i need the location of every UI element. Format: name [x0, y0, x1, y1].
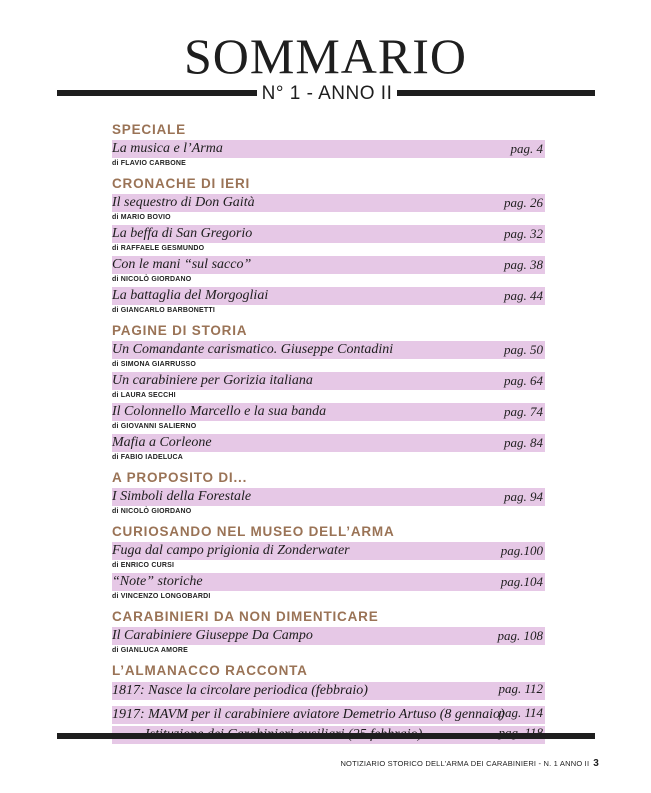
- toc-entry-line: [112, 287, 545, 305]
- entry-page: pag. 32: [504, 226, 543, 241]
- entry-title: Un carabiniere per Gorizia italiana: [112, 373, 313, 388]
- entry-author: di VINCENZO LONGOBARDI: [112, 593, 211, 600]
- entry-page: pag. 64: [504, 373, 543, 388]
- bottom-rule: [57, 733, 595, 739]
- entry-author: di NICOLÒ GIORDANO: [112, 508, 192, 515]
- entry-title: “Note” storiche: [112, 574, 203, 589]
- entry-author: di LAURA SECCHI: [112, 392, 176, 399]
- toc-entry-line: [112, 627, 545, 645]
- entry-author: di MARIO BOVIO: [112, 214, 171, 221]
- toc-entry[interactable]: [112, 341, 545, 371]
- entry-title: I Simboli della Forestale: [112, 489, 252, 504]
- page-title: SOMMARIO: [183, 28, 468, 84]
- entry-title: La beffa di San Gregorio: [112, 226, 253, 241]
- entry-author: di SIMONA GIARRUSSO: [112, 361, 197, 368]
- section-heading: SPECIALE: [112, 122, 186, 137]
- toc-entry[interactable]: [112, 434, 545, 464]
- entry-page: pag. 4: [510, 141, 543, 156]
- toc-entry[interactable]: [112, 627, 545, 657]
- entry-title: Il Colonnello Marcello e la sua banda: [112, 404, 327, 419]
- entry-author: di RAFFAELE GESMUNDO: [112, 245, 205, 252]
- toc-entry-line: [112, 194, 545, 212]
- toc-entry-line: [112, 341, 545, 359]
- entry-author: di FLAVIO CARBONE: [112, 160, 187, 167]
- entry-page: pag. 44: [504, 288, 543, 303]
- entry-page: pag. 74: [504, 404, 543, 419]
- almanacco-entry[interactable]: [112, 706, 545, 724]
- toc-entry[interactable]: [112, 403, 545, 433]
- toc-entry[interactable]: [112, 225, 545, 255]
- table-of-contents: [112, 116, 545, 744]
- entry-title: Un Comandante carismatico. Giuseppe Contadini: [112, 342, 394, 357]
- entry-title: Il sequestro di Don Gaità: [112, 195, 255, 210]
- right-rule: [397, 90, 595, 96]
- toc-entry-line: [112, 372, 545, 390]
- entry-page: pag. 94: [504, 489, 543, 504]
- toc-entry[interactable]: [112, 372, 545, 402]
- toc-entry[interactable]: [112, 488, 545, 518]
- entry-page: pag. 50: [504, 342, 543, 357]
- toc-entry[interactable]: [112, 287, 545, 317]
- section-heading: L’ALMANACCO RACCONTA: [112, 663, 308, 678]
- toc-entry-line: [112, 225, 545, 243]
- toc-entry-line: [112, 542, 545, 560]
- section-heading: PAGINE DI STORIA: [112, 323, 248, 338]
- entry-title: Con le mani “sul sacco”: [112, 257, 252, 272]
- section-heading: CRONACHE DI IERI: [112, 176, 251, 191]
- subtitle-row: [57, 82, 595, 106]
- toc-entry-line: [112, 140, 545, 158]
- entry-page: pag. 26: [504, 195, 543, 210]
- entry-author: di ENRICO CURSI: [112, 562, 175, 569]
- entry-author: di GIOVANNI SALIERNO: [112, 423, 197, 430]
- toc-entry-line: [112, 573, 545, 591]
- left-rule: [57, 90, 257, 96]
- toc-entry[interactable]: [112, 140, 545, 170]
- entry-title: 1917: MAVM per il carabiniere aviatore Demetrio Artuso (8 gennaio): [112, 707, 505, 722]
- toc-entry-line: [112, 434, 545, 452]
- footer-text: NOTIZIARIO STORICO DELL’ARMA DEI CARABINIERI - N. 1 ANNO II: [340, 759, 590, 768]
- toc-entry-line: [112, 403, 545, 421]
- page-number: 3: [593, 758, 599, 769]
- toc-entry-line: [112, 488, 545, 506]
- section-heading: CURIOSANDO NEL MUSEO DELL’ARMA: [112, 524, 395, 539]
- toc-entry[interactable]: [112, 194, 545, 224]
- entry-title: La battaglia del Morgogliai: [112, 288, 269, 303]
- entry-title: Mafia a Corleone: [112, 435, 212, 450]
- entry-page: pag. 84: [504, 435, 543, 450]
- section-heading: CARABINIERI DA NON DIMENTICARE: [112, 609, 379, 624]
- entry-page: pag. 108: [497, 628, 543, 643]
- entry-title: 1817: Nasce la circolare periodica (febbraio): [112, 683, 368, 698]
- entry-page: pag. 114: [498, 705, 543, 720]
- entry-title: La musica e l’Arma: [112, 141, 223, 156]
- section-heading: A PROPOSITO DI...: [112, 470, 248, 485]
- toc-entry[interactable]: [112, 542, 545, 572]
- entry-page: pag. 112: [498, 681, 543, 696]
- entry-author: di NICOLÒ GIORDANO: [112, 276, 192, 283]
- entry-page: pag. 38: [504, 257, 543, 272]
- entry-author: di FABIO IADELUCA: [112, 454, 184, 461]
- toc-entry-line: [112, 256, 545, 274]
- toc-entry[interactable]: [112, 573, 545, 603]
- toc-entry[interactable]: [112, 256, 545, 286]
- entry-title: Fuga dal campo prigionia di Zonderwater: [112, 543, 350, 558]
- entry-page: pag.104: [500, 574, 543, 589]
- footer: [0, 758, 599, 769]
- entry-author: di GIANCARLO BARBONETTI: [112, 307, 215, 314]
- almanacco-entry[interactable]: [112, 682, 545, 700]
- issue-subtitle: N° 1 - ANNO II: [261, 83, 393, 104]
- entry-title: Il Carabiniere Giuseppe Da Campo: [112, 628, 313, 643]
- entry-page: pag.100: [500, 543, 543, 558]
- entry-author: di GIANLUCA AMORE: [112, 647, 188, 654]
